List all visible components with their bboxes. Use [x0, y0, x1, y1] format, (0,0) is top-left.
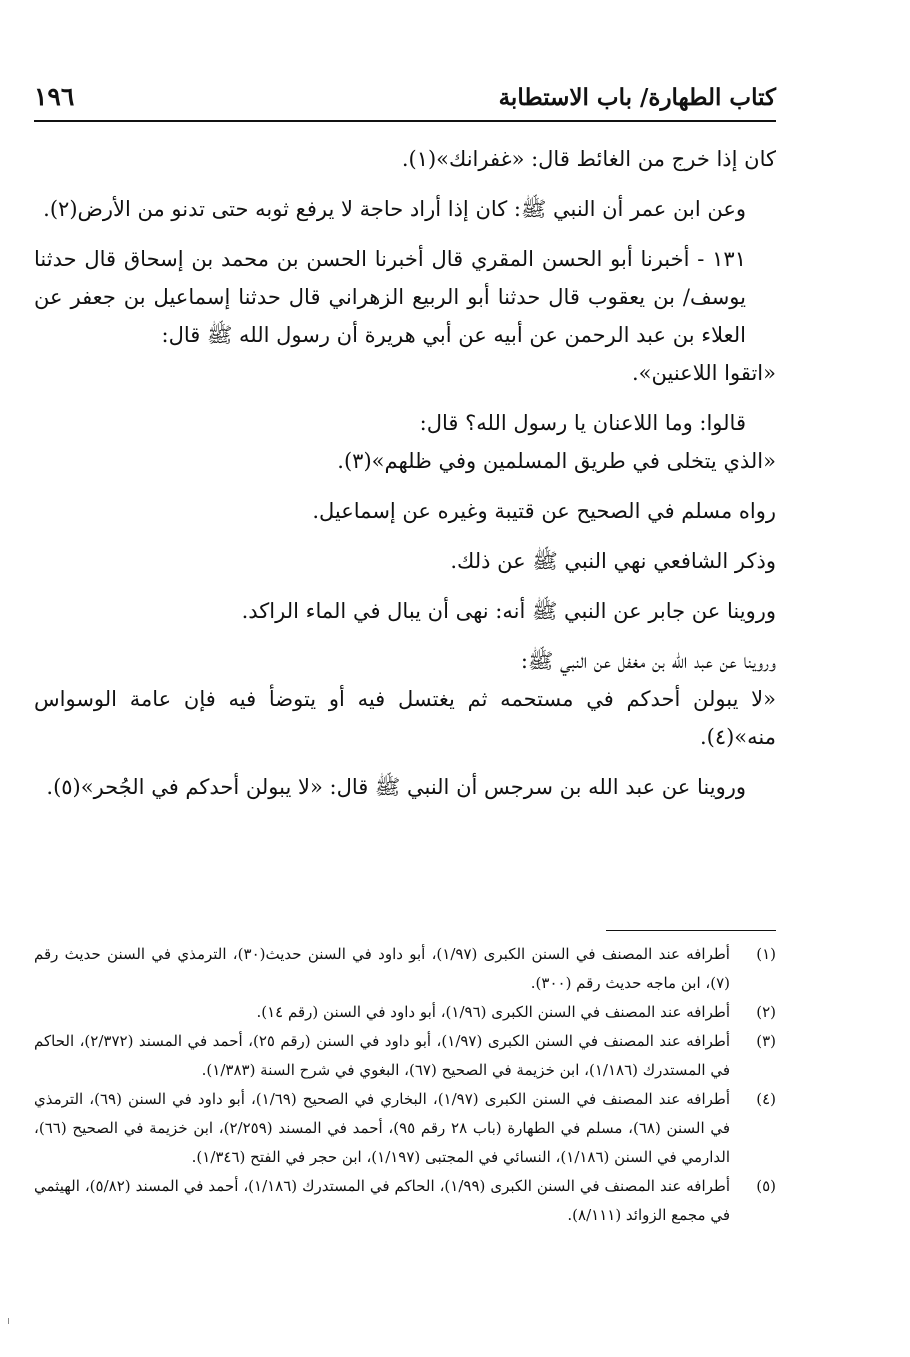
paragraph: وروينا عن عبد الله بن مغفل عن النبي ﷺ:: [520, 649, 776, 673]
paragraph: وعن ابن عمر أن النبي ﷺ: كان إذا أراد حاجة لا يرفع ثوبه حتى تدنو من الأرض(٢).: [43, 197, 746, 221]
paragraph: رواه مسلم في الصحيح عن قتيبة وغيره عن إسماعيل.: [312, 499, 776, 523]
footnote-number: (٢): [756, 1003, 776, 1021]
header-rule: [34, 120, 776, 122]
footnote-text: أطرافه عند المصنف في السنن الكبرى (١/٩٧)، أبو داود في السنن حديث(٣٠)، الترمذي في السنن حديث رقم (٧)، ابن ماجه حديث رقم (٣٠٠).: [34, 945, 730, 992]
running-header: [34, 78, 776, 120]
hadith-text: «اتقوا اللاعنين».: [632, 361, 776, 385]
footnote-3: [34, 1027, 776, 1085]
footnote-number: (٤): [756, 1090, 776, 1108]
footnote-4: [34, 1085, 776, 1172]
paragraph: وروينا عن جابر عن النبي ﷺ أنه: نهى أن يبال في الماء الراكد.: [241, 599, 776, 623]
footnote-text: أطرافه عند المصنف في السنن الكبرى (١/٩٧)، أبو داود في السنن (رقم ٢٥)، أحمد في المسند (٢/٣٧٢)، الحاكم في المستدرك (١/١٨٦)، ابن خزيمة في الصحيح (٦٧)، البغوي في شرح السنة (١/٣٨٣).: [34, 1032, 731, 1079]
footnote-number: (١): [756, 945, 776, 963]
hadith-text: «الذي يتخلى في طريق المسلمين وفي ظلهم»(٣).: [337, 449, 776, 473]
footnote-number: (٣): [756, 1032, 776, 1050]
footnotes: [34, 940, 776, 1230]
footnote-1: [34, 940, 776, 998]
paragraph: كان إذا خرج من الغائط قال: «غفرانك»(١).: [401, 147, 776, 171]
paragraph: وروينا عن عبد الله بن سرجس أن النبي ﷺ قال: «لا يبولن أحدكم في الجُحر»(٥).: [46, 775, 746, 799]
hadith-131-isnad: ١٣١ - أخبرنا أبو الحسن المقري قال أخبرنا الحسن بن محمد بن إسحاق قال حدثنا يوسف/ بن يعقوب قال حدثنا أبو الربيع الزهراني قال حدثنا إسماعيل بن جعفر عن العلاء بن عبد الرحمن عن أبيه عن أبي هريرة أن رسول الله ﷺ قال:: [34, 247, 746, 347]
footnote-5: [34, 1172, 776, 1230]
footnote-separator: [606, 930, 776, 931]
footnote-text: أطرافه عند المصنف في السنن الكبرى (١/٩٦)، أبو داود في السنن (رقم ١٤).: [256, 1003, 730, 1021]
chapter-title: كتاب الطهارة/ باب الاستطابة: [498, 84, 776, 111]
page-number: ١٩٦: [34, 82, 75, 111]
hadith-text: «لا يبولن أحدكم في مستحمه ثم يغتسل فيه أو يتوضأ فيه فإن عامة الوسواس منه»(٤).: [34, 687, 776, 749]
footnote-2: [34, 998, 776, 1027]
paragraph: وذكر الشافعي نهي النبي ﷺ عن ذلك.: [450, 549, 776, 573]
scan-speck: [8, 1318, 9, 1324]
paragraph: قالوا: وما اللاعنان يا رسول الله؟ قال:: [419, 411, 746, 435]
main-text: [34, 140, 776, 806]
footnote-text: أطرافه عند المصنف في السنن الكبرى (١/٩٩)، الحاكم في المستدرك (١/١٨٦)، أحمد في المسند (٥/٨٢)، الهيثمي في مجمع الزوائد (٨/١١١).: [34, 1177, 731, 1224]
footnote-text: أطرافه عند المصنف في السنن الكبرى (١/٩٧)، البخاري في الصحيح (١/٦٩)، أبو داود في السنن (٦٩)، الترمذي في السنن (٦٨)، مسلم في الطهارة (باب ٢٨ رقم ٩٥)، أحمد في المسند (٢/٢٥٩)، ابن خزيمة في الصحيح (٦٦)، الدارمي في السنن (١/١٨٦)، النسائي في المجتبى (١/١٩٧)، ابن حجر في الفتح (١/٣٤٦).: [34, 1090, 730, 1166]
footnote-number: (٥): [756, 1177, 776, 1195]
